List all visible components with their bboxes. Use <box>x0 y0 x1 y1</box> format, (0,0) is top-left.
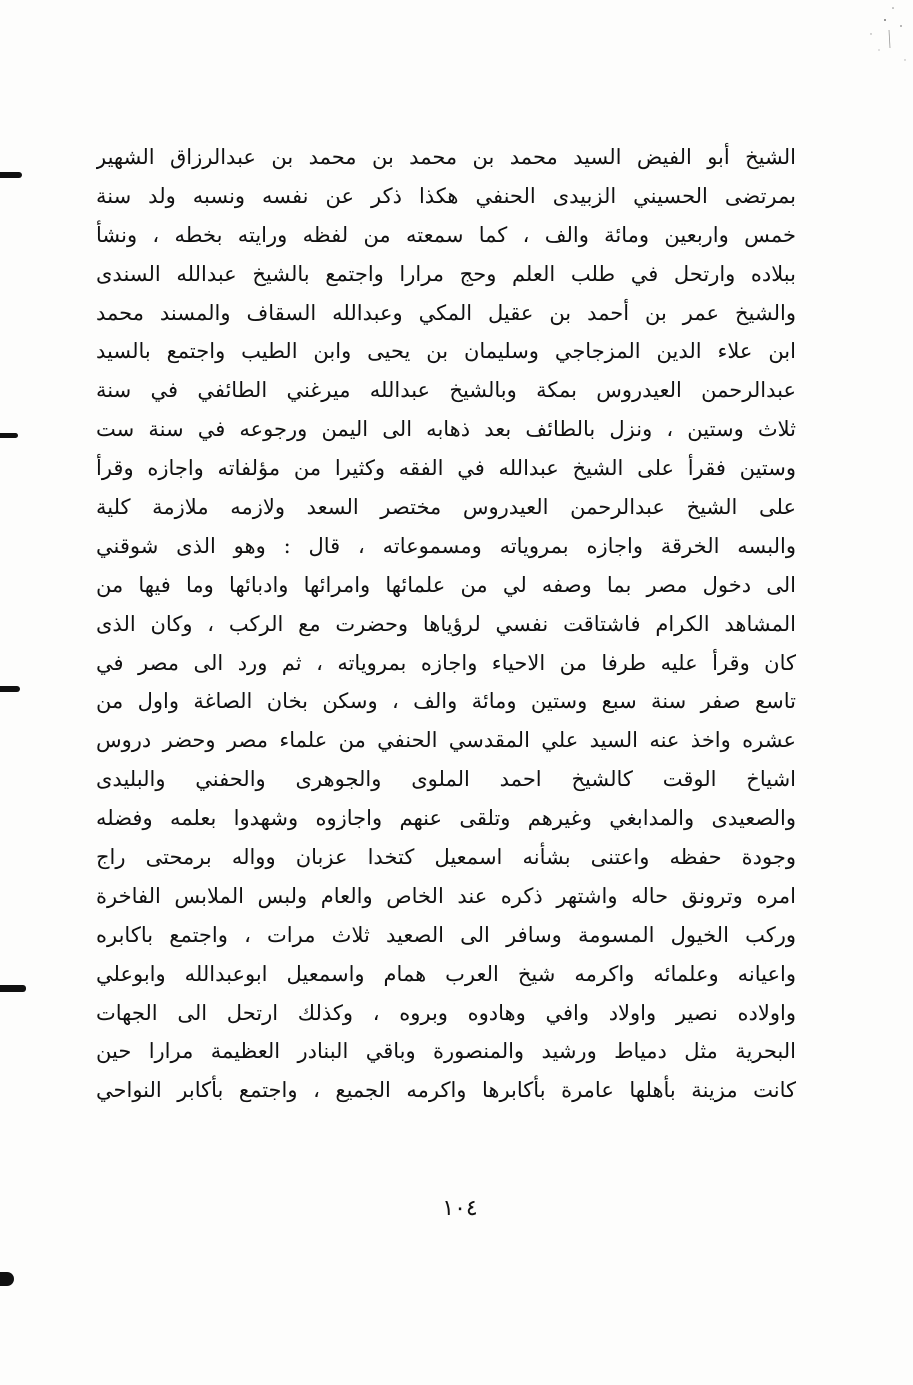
text-line: كان وقرأ عليه طرفا من الاحياء واجازه بمروياته ، ثم ورد الى مصر في <box>96 650 796 675</box>
text-line: تاسع صفر سنة سبع وستين ومائة والف ، وسكن بخان الصاغة واول من <box>96 689 796 714</box>
text-line: خمس واربعين ومائة والف ، كما سمعته من لفظه ورايته بخطه ، ونشأ <box>96 222 796 247</box>
text-line: ببلاده وارتحل في طلب العلم وحج مرارا واجتمع بالشيخ عبدالله السندى <box>96 261 796 286</box>
margin-mark <box>0 172 22 178</box>
text-line: البحرية مثل دمياط ورشيد والمنصورة وباقي البنادر العظيمة مرارا حين <box>96 1039 796 1064</box>
text-line: وركب الخيول المسومة وسافر الى الصعيد ثلاث مرات ، واجتمع باكابره <box>96 922 796 947</box>
text-line: المشاهد الكرام فاشتاقت نفسي لرؤياها وحضرت مع الركب ، وكان الذى <box>96 611 796 636</box>
margin-mark <box>0 433 18 438</box>
text-line: كانت مزينة بأهلها عامرة بأكابرها واكرمه الجميع ، واجتمع بأكابر النواحي <box>96 1078 796 1103</box>
text-line: اشياخ الوقت كالشيخ احمد الملوى والجوهرى والحفني والبليدى <box>96 767 796 792</box>
margin-mark <box>0 1272 14 1286</box>
text-line: عشره واخذ عنه السيد علي المقدسي الحنفي من علماء مصر وحضر دروس <box>96 728 796 753</box>
text-line: الى دخول مصر بما وصفه لي من علمائها وامرائها وادبائها وما فيها من <box>96 572 796 597</box>
margin-mark <box>0 985 26 992</box>
text-line: بمرتضى الحسيني الزبيدى الحنفي هكذا ذكر عن نفسه ونسبه ولد سنة <box>96 183 796 208</box>
text-line: ابن علاء الدين المزجاجي وسليمان بن يحيى وابن الطيب واجتمع بالسيد <box>96 339 796 364</box>
text-line: عبدالرحمن العيدروس بمكة وبالشيخ عبدالله ميرغني الطائفي في سنة <box>96 378 796 403</box>
text-line: واعيانه وعلمائه واكرمه شيخ العرب همام واسمعيل ابوعبدالله وابوعلي <box>96 961 796 986</box>
text-line: والصعيدى والمدابغي وغيرهم وتلقى عنهم واجازوه وشهدوا بعلمه وفضله <box>96 806 796 831</box>
text-line: وجودة حفظه واعتنى بشأنه اسمعيل كتخدا عزبان وواله برمحتى راج <box>96 845 796 870</box>
text-line: والبسه الخرقة واجازه بمروياته ومسموعاته ، قال : وهو الذى شوقني <box>96 533 796 558</box>
text-line: ثلاث وستين ، ونزل بالطائف بعد ذهابه الى اليمن ورجوعه في سنة ست <box>96 417 796 442</box>
scan-speckle <box>853 0 913 110</box>
page-number: ١٠٤ <box>442 1196 478 1221</box>
text-line: وستين فقرأ على الشيخ عبدالله في الفقه وكثيرا من مؤلفاته واجازه وقرأ <box>96 456 796 481</box>
text-line: والشيخ عمر بن أحمد بن عقيل المكي وعبدالله السقاف والمسند محمد <box>96 300 796 325</box>
text-line: على الشيخ عبدالرحمن العيدروس مختصر السعد ولازمه ملازمة كلية <box>96 495 796 520</box>
text-line: الشيخ أبو الفيض السيد محمد بن محمد بن محمد بن عبدالرزاق الشهير <box>96 145 796 169</box>
margin-mark <box>0 686 20 692</box>
text-line: واولاده نصير واولاد وافي وهادوه وبروه ، وكذلك ارتحل الى الجهات <box>96 1000 796 1025</box>
text-line: امره وترونق حاله واشتهر ذكره عند الخاص والعام ولبس الملابس الفاخرة <box>96 883 796 908</box>
main-text <box>96 138 796 1110</box>
